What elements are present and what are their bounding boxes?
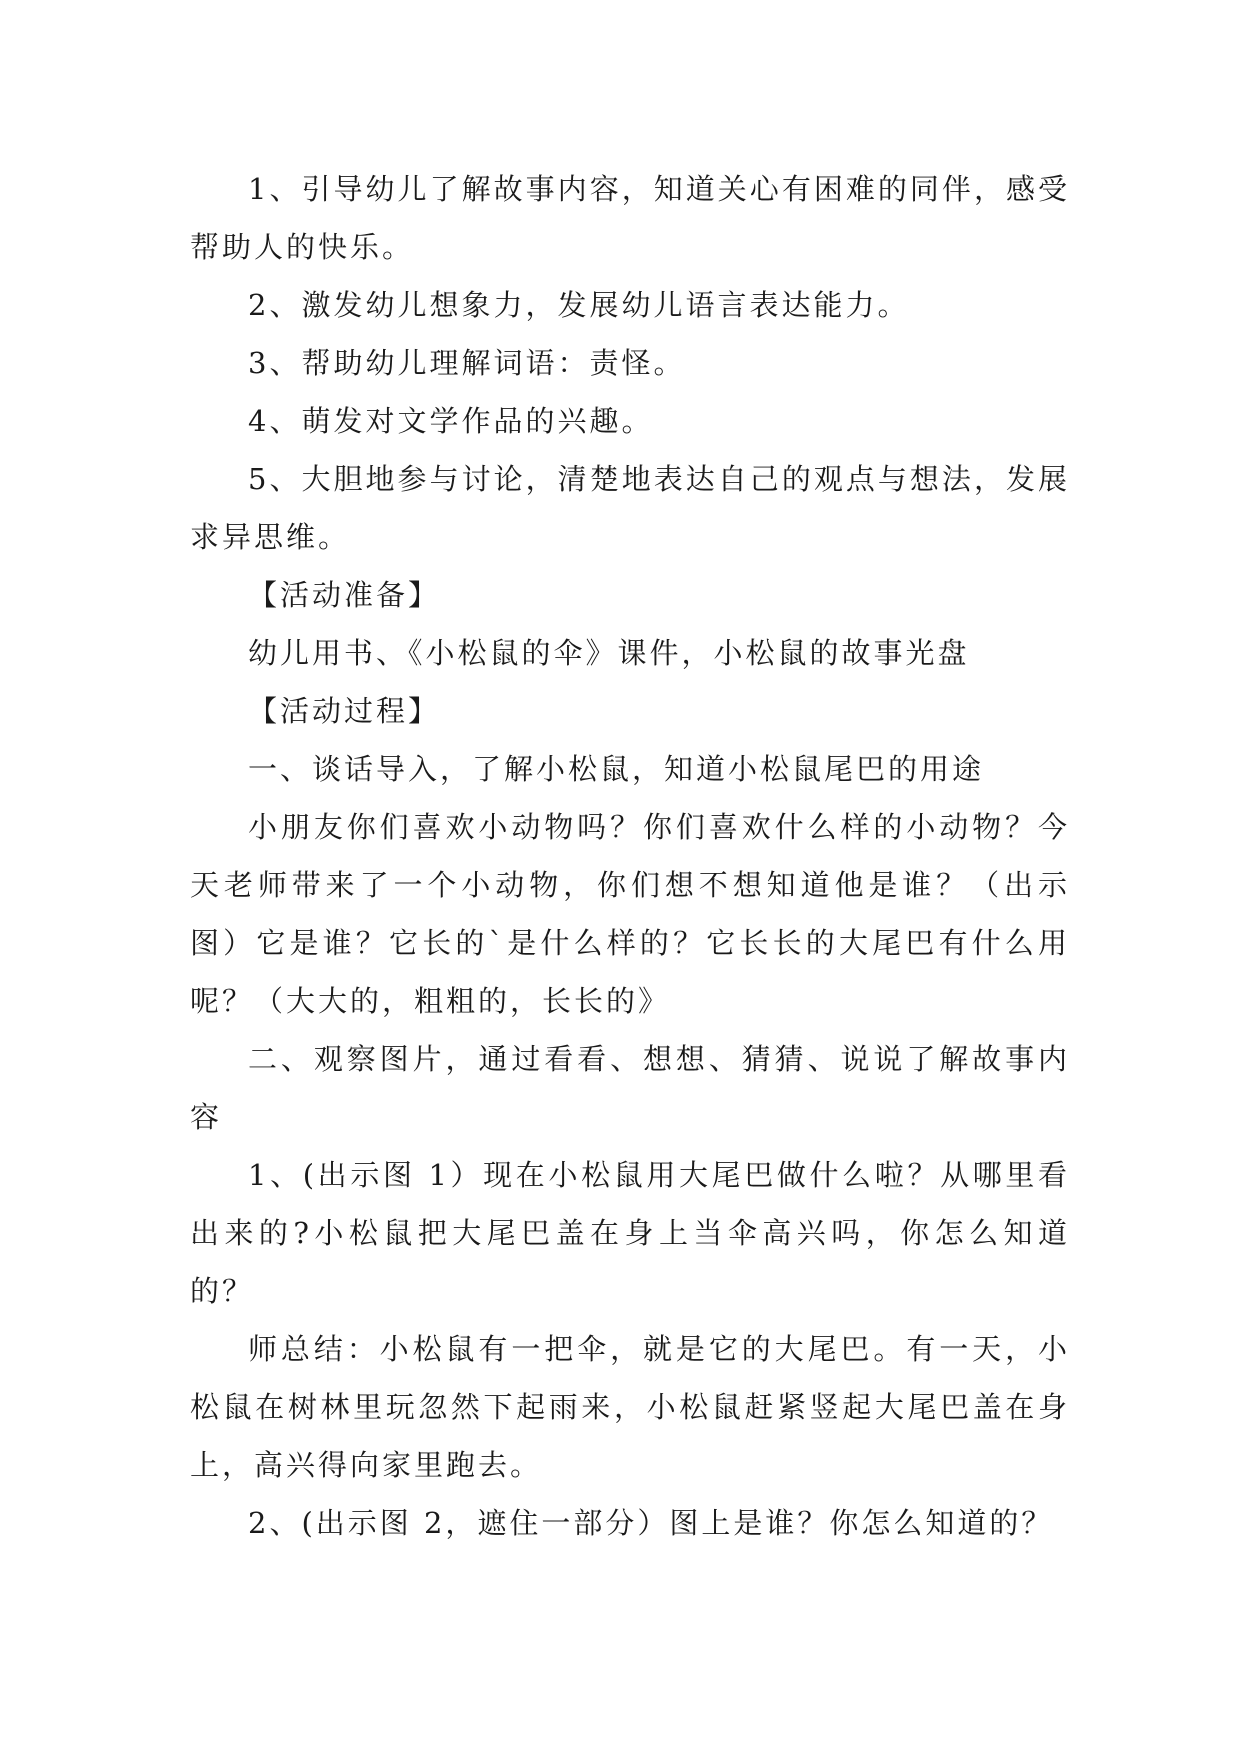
paragraph-step-1-body: 小朋友你们喜欢小动物吗？你们喜欢什么样的小动物？今天老师带来了一个小动物，你们想不想知道他是谁？（出示图）它是谁？它长的`是什么样的？它长长的大尾巴有什么用呢？（大大的，粗粗的，长长的》 <box>190 810 1070 1018</box>
paragraph-step-2-item-1: 1、(出示图 1）现在小松鼠用大尾巴做什么啦？从哪里看出来的?小松鼠把大尾巴盖在身上当伞高兴吗，你怎么知道的？ <box>190 1158 1070 1308</box>
paragraph-teacher-summary: 师总结：小松鼠有一把伞，就是它的大尾巴。有一天，小松鼠在树林里玩忽然下起雨来，小松鼠赶紧竖起大尾巴盖在身上，高兴得向家里跑去。 <box>190 1332 1070 1482</box>
paragraph-goal-3: 3、帮助幼儿理解词语：责怪。 <box>248 346 686 380</box>
paragraph-goal-2: 2、激发幼儿想象力，发展幼儿语言表达能力。 <box>248 288 910 322</box>
paragraph-step-2-heading: 二、观察图片，通过看看、想想、猜猜、说说了解故事内容 <box>190 1042 1070 1134</box>
document-body <box>190 160 1070 1552</box>
paragraph-step-1-heading: 一、谈话导入，了解小松鼠，知道小松鼠尾巴的用途 <box>248 752 985 786</box>
paragraph-goal-5: 5、大胆地参与讨论，清楚地表达自己的观点与想法，发展求异思维。 <box>190 462 1070 554</box>
paragraph-materials: 幼儿用书、《小松鼠的伞》课件，小松鼠的故事光盘 <box>248 636 970 670</box>
section-heading-process: 【活动过程】 <box>248 694 441 728</box>
paragraph-goal-1: 1、引导幼儿了解故事内容，知道关心有困难的同伴，感受帮助人的快乐。 <box>190 172 1070 264</box>
section-heading-preparation: 【活动准备】 <box>248 578 441 612</box>
paragraph-step-2-item-2: 2、(出示图 2，遮住一部分）图上是谁？你怎么知道的？ <box>248 1506 1054 1540</box>
paragraph-goal-4: 4、萌发对文学作品的兴趣。 <box>248 404 654 438</box>
